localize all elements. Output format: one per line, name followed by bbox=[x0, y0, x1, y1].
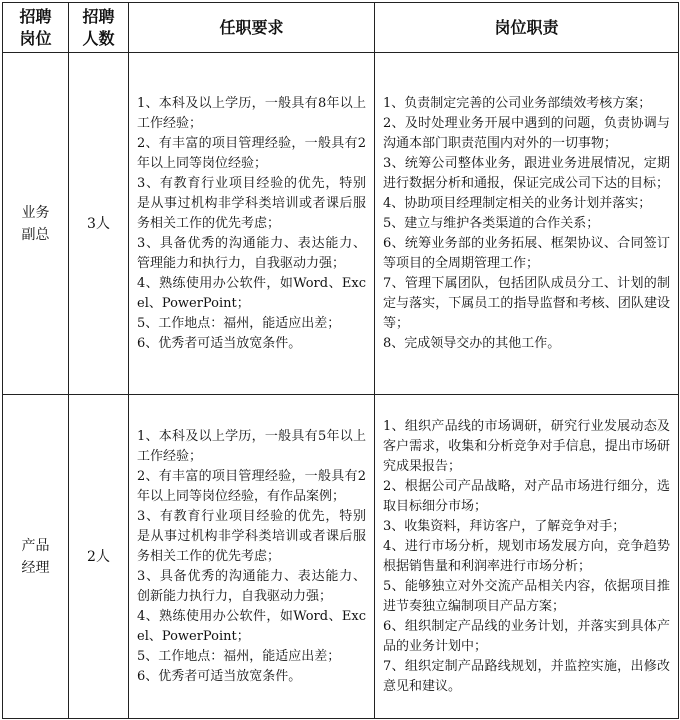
duty-item: 6、统筹业务部的业务拓展、框架协议、合同签订等项目的全周期管理工作； bbox=[383, 235, 670, 271]
header-position-line-2: 岗位 bbox=[19, 28, 52, 48]
position-line: 经理 bbox=[21, 559, 50, 576]
requirement-item: 5、工作地点：福州，能适应出差； bbox=[137, 648, 341, 664]
duty-item: 8、完成领导交办的其他工作。 bbox=[383, 335, 561, 351]
header-count-line-2: 人数 bbox=[82, 28, 115, 48]
requirement-item: 4、熟练使用办公软件，如Word、Excel、PowerPoint； bbox=[137, 275, 366, 311]
duty-item: 5、建立与维护各类渠道的合作关系； bbox=[383, 215, 600, 231]
duty-item: 4、协助项目经理制定相关的业务计划并落实； bbox=[383, 195, 652, 211]
header-count bbox=[69, 3, 129, 53]
header-count-line-1: 招聘 bbox=[82, 6, 115, 26]
duty-item: 2、根据公司产品战略，对产品市场进行细分，选取目标细分市场； bbox=[383, 478, 670, 514]
requirement-item: 3、具备优秀的沟通能力、表达能力、管理能力和执行力，自我驱动力强； bbox=[137, 235, 366, 271]
count-cell: 3人 bbox=[69, 53, 129, 395]
table-row bbox=[3, 395, 679, 719]
duty-item: 7、组织定制产品路线规划，并监控实施，出修改意见和建议。 bbox=[383, 658, 670, 694]
header-requirements: 任职要求 bbox=[129, 3, 375, 53]
header-row bbox=[3, 3, 679, 53]
position-cell bbox=[3, 53, 69, 395]
requirement-item: 3、有教育行业项目经验的优先，特别是从事过机构非学科类培训或者课后服务相关工作的优先考虑； bbox=[137, 508, 366, 564]
requirement-item: 3、有教育行业项目经验的优先，特别是从事过机构非学科类培训或者课后服务相关工作的优先考虑； bbox=[137, 175, 366, 231]
requirement-item: 1、本科及以上学历，一般具有8年以上工作经验； bbox=[137, 95, 366, 131]
duty-item: 5、能够独立对外交流产品相关内容，依据项目推进节奏独立编制项目产品方案； bbox=[383, 578, 670, 614]
duty-item: 1、组织产品线的市场调研，研究行业发展动态及客户需求，收集和分析竞争对手信息，提出市场研究成果报告； bbox=[383, 418, 670, 474]
header-position bbox=[3, 3, 69, 53]
position-cell bbox=[3, 395, 69, 719]
requirement-item: 2、有丰富的项目管理经验，一般具有2年以上同等岗位经验，有作品案例； bbox=[137, 468, 366, 504]
requirement-item: 5、工作地点：福州，能适应出差； bbox=[137, 315, 341, 331]
requirement-item: 6、优秀者可适当放宽条件。 bbox=[137, 335, 302, 351]
duty-item: 1、负责制定完善的公司业务部绩效考核方案； bbox=[383, 95, 652, 111]
duty-item: 4、进行市场分析，规划市场发展方向，竞争趋势根据销售量和利润率进行市场分析； bbox=[383, 538, 670, 574]
header-position-line-1: 招聘 bbox=[19, 6, 52, 26]
requirement-item: 4、熟练使用办公软件，如Word、Excel、PowerPoint； bbox=[137, 608, 366, 644]
recruitment-table bbox=[2, 2, 679, 719]
duty-item: 7、管理下属团队，包括团队成员分工、计划的制定与落实，下属员工的指导监督和考核、团队建设等； bbox=[383, 275, 670, 331]
duties-cell bbox=[375, 53, 679, 395]
duty-item: 6、组织制定产品线的业务计划，并落实到具体产品的业务计划中； bbox=[383, 618, 670, 654]
requirement-item: 3、具备优秀的沟通能力、表达能力、创新能力执行力，自我驱动力强； bbox=[137, 568, 366, 604]
header-duties: 岗位职责 bbox=[375, 3, 679, 53]
requirements-cell bbox=[129, 53, 375, 395]
position-line: 产品 bbox=[21, 537, 50, 554]
duty-item: 3、统筹公司整体业务，跟进业务进展情况，定期进行数据分析和通报，保证完成公司下达的目标； bbox=[383, 155, 670, 191]
duty-item: 3、收集资料，拜访客户，了解竞争对手； bbox=[383, 518, 626, 534]
duties-cell bbox=[375, 395, 679, 719]
table-row bbox=[3, 53, 679, 395]
requirement-item: 2、有丰富的项目管理经验，一般具有2年以上同等岗位经验； bbox=[137, 135, 366, 171]
requirements-cell bbox=[129, 395, 375, 719]
requirement-item: 1、本科及以上学历，一般具有5年以上工作经验； bbox=[137, 428, 366, 464]
position-line: 业务 bbox=[21, 204, 50, 221]
count-cell: 2人 bbox=[69, 395, 129, 719]
position-line: 副总 bbox=[21, 226, 50, 243]
duty-item: 2、及时处理业务开展中遇到的问题，负责协调与沟通本部门职责范围内对外的一切事物； bbox=[383, 115, 670, 151]
requirement-item: 6、优秀者可适当放宽条件。 bbox=[137, 668, 302, 684]
